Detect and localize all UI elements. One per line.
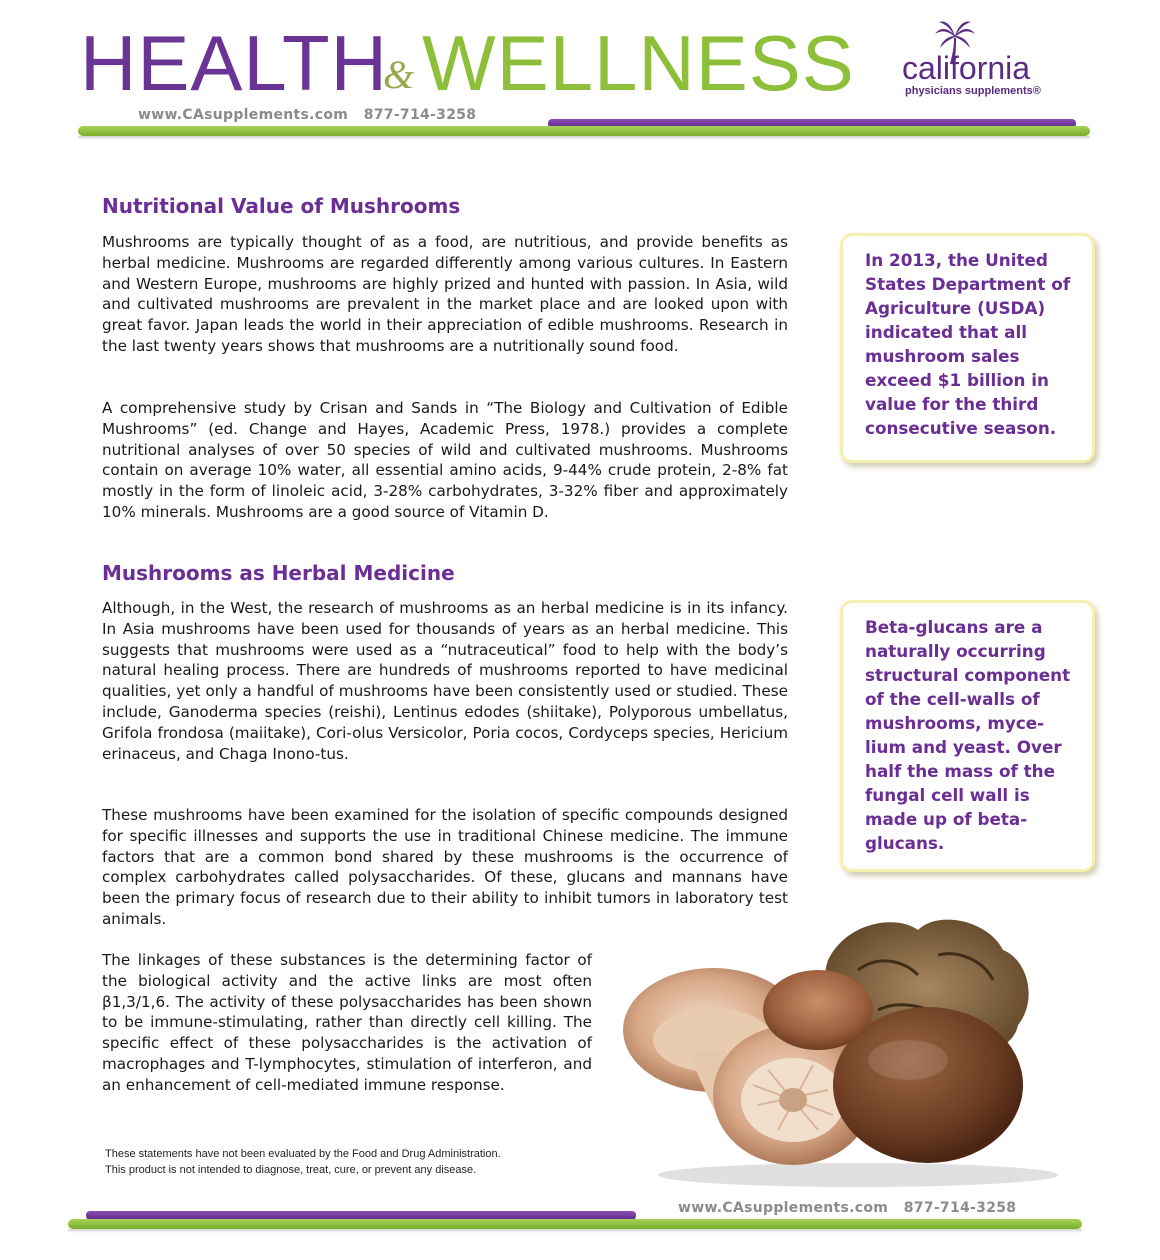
top-contact-line — [138, 107, 476, 123]
paragraph: These mushrooms have been examined for the isolation of specific compounds designed for specific illnesses and supports the use in traditional Chinese medicine. The immune factors that are a common bond shared by these mushrooms is the occurrence of complex carbohydrates called polysaccharides. Of these, glucans and mannans have been the primary focus of research due to their ability to inhibit tumors in laboratory test animals. — [102, 806, 788, 928]
mushroom-image — [618, 900, 1068, 1190]
logo-tagline: physicians supplements® — [905, 85, 1041, 97]
logo-wordmark: california — [902, 50, 1031, 86]
website-link[interactable]: www.CAsupplements.com — [138, 107, 349, 123]
title-health: HEALTH — [80, 19, 388, 107]
disclaimer-line-1: These statements have not been evaluated by the Food and Drug Administration. — [105, 1148, 501, 1160]
section-heading-nutritional-value: Nutritional Value of Mushrooms — [102, 194, 461, 218]
phone-number: 877-714-3258 — [363, 107, 477, 123]
footer-bar-shadow — [68, 1229, 1082, 1233]
paragraph: Although, in the West, the research of mushrooms as an herbal medicine is in its infancy. In Asia mushrooms have been used for thousands of years as an herbal medicine. This suggests that mushrooms were used as a “nutraceutical” food to help with the body’s natural healing process. There are hundreds of mushrooms reported to have medicinal qualities, yet only a handful of mushrooms have been consistently used or studied. These include, Ganoderma species (reishi), Lentinus edodes (shiitake), Polyporous umbellatus, Grifola frondosa (maiitake), Cori-olus Versicolor, Poria cocos, Cordyceps species, Hericium erinaceus, and Chaga Inono-tus. — [102, 599, 788, 763]
california-logo — [902, 20, 1072, 100]
disclaimer-line-2: This product is not intended to diagnose, treat, cure, or prevent any disease. — [105, 1164, 477, 1176]
footer-green-bar — [68, 1219, 1082, 1229]
phone-number: 877-714-3258 — [903, 1200, 1017, 1216]
website-link[interactable]: www.CAsupplements.com — [678, 1200, 889, 1216]
paragraph: A comprehensive study by Crisan and Sands in “The Biology and Cultivation of Edible Mushrooms” (ed. Change and Hayes, Academic Press, 1978.) provides a complete nutritional analyses of over 50 species of wild and cultivated mushrooms. Mushrooms contain on average 10% water, all essential amino acids, 9-44% crude protein, 2-8% fat mostly in the form of linoleic acid, 3-28% carbohydrates, 3-32% fiber and approximately 10% minerals. Mushrooms are a good source of Vitamin D. — [102, 399, 788, 521]
title-ampersand: & — [383, 52, 415, 97]
title-wellness: WELLNESS — [422, 19, 855, 107]
bottom-contact-line — [678, 1200, 1016, 1216]
callout-beta-glucans: Beta-glucans are a naturally occurring structural component of the cell-walls of mushrooms, myce-lium and yeast. Over half the mass of the fungal cell wall is made up of beta-glucans. — [840, 600, 1095, 872]
header-green-bar — [78, 126, 1090, 136]
paragraph: The linkages of these substances is the determining factor of the biological activity and the active links are most often β1,3/1,6. The activity of these polysaccharides has been shown to be immune-stimulating, rather than directly cell killing. The specific effect of these polysaccharides is the activation of macrophages and T-lymphocytes, stimulation of interferon, and an enhancement of cell-mediated immune response. — [102, 951, 592, 1094]
header-bar-shadow — [78, 136, 1090, 140]
paragraph: Mushrooms are typically thought of as a food, are nutritious, and provide benefits as herbal medicine. Mushrooms are regarded differently among various cultures. In Eastern and Western Europe, mushrooms are highly prized and hunted with passion. In Asia, wild and cultivated mushrooms are prevalent in the market place and are looked upon with great favor. Japan leads the world in their appreciation of edible mushrooms. Research in the last twenty years shows that mushrooms are a nutritionally sound food. — [102, 233, 788, 355]
callout-usda-sales: In 2013, the United States Department of Agriculture (USDA) indicated that all mushroom sales exceed $1 billion in value for the third consecutive season. — [840, 233, 1095, 463]
section-heading-herbal-medicine: Mushrooms as Herbal Medicine — [102, 561, 455, 585]
